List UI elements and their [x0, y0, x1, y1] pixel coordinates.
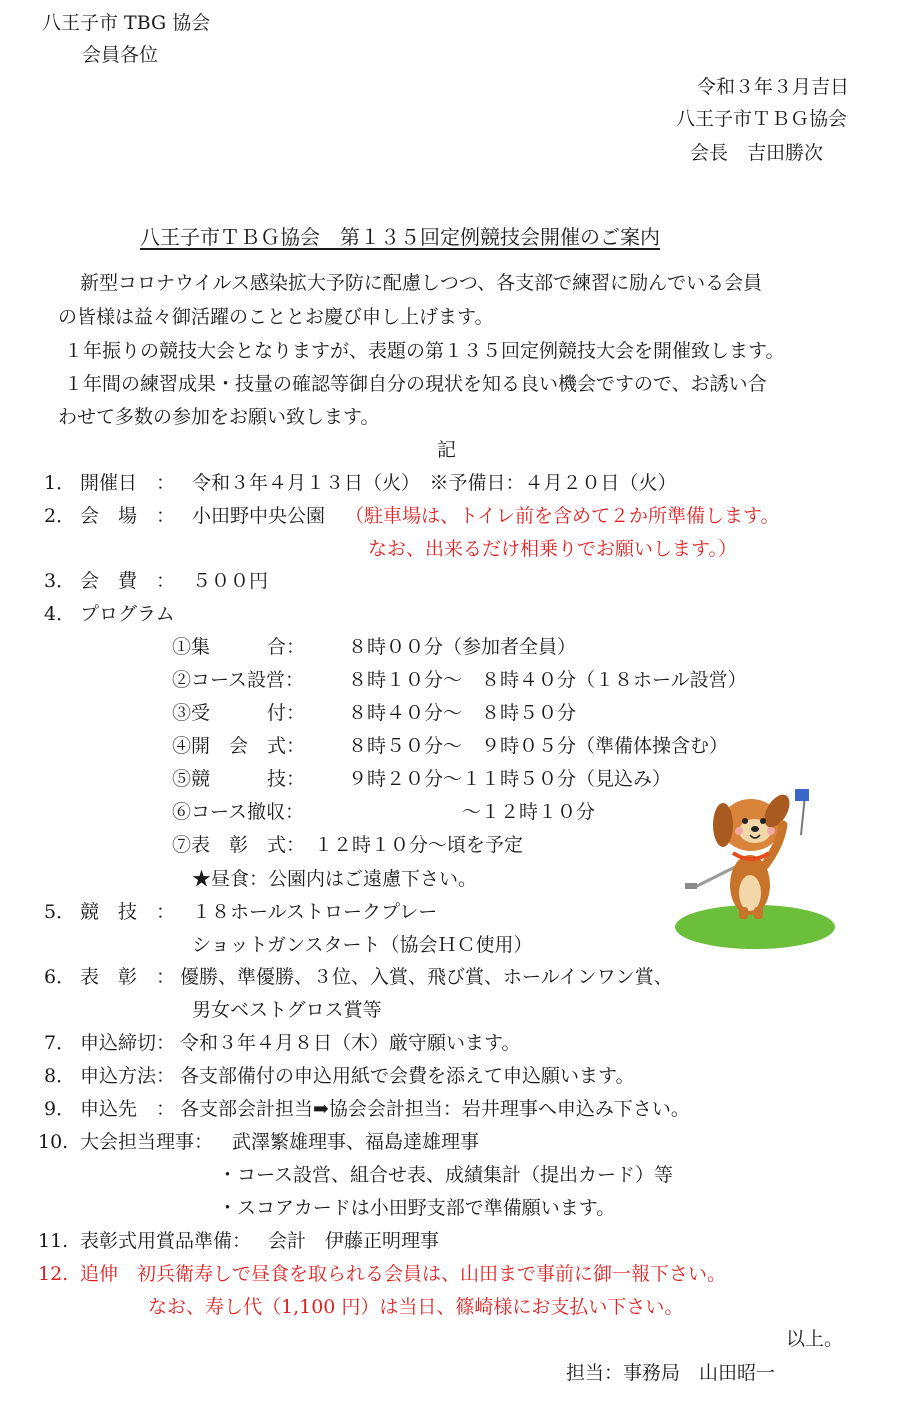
- dog-golfer-illustration: [655, 775, 835, 950]
- program-item-time: ～１２時１０分: [348, 801, 596, 823]
- program-item-time: ８時００分（参加者全員）: [348, 636, 577, 658]
- comp-value: ショットガンスタート（協会ＨＣ使用）: [192, 934, 533, 956]
- postscript-line: なお、寿し代（1,100 円）は当日、篠崎様にお支払い下さい。: [148, 1296, 684, 1318]
- lunch-note: ★昼食：公園内はご遠慮下さい。: [192, 868, 478, 890]
- award-value: 優勝、準優勝、３位、入賞、飛び賞、ホールインワン賞、: [180, 966, 673, 988]
- item-number: 7．: [44, 1032, 76, 1054]
- intro-line: わせて多数の参加をお願い致します。: [58, 406, 380, 428]
- document-title: 八王子市ＴＢＧ協会 第１３５回定例競技会開催のご案内: [140, 225, 660, 249]
- director-sub: ・コース設営、組合せ表、成績集計（提出カード）等: [218, 1164, 674, 1186]
- intro-line: の皆様は益々御活躍のこととお慶び申し上げます。: [58, 306, 494, 328]
- director-value: 武澤繁雄理事、福島達雄理事: [232, 1131, 480, 1153]
- program-item-label: ⑦表 彰 式：: [172, 834, 306, 856]
- prize-value: 会計 伊藤正明理事: [268, 1230, 440, 1252]
- fee-value: ５００円: [192, 570, 269, 592]
- director-label: 大会担当理事：: [80, 1131, 214, 1153]
- item-number: 11.: [38, 1230, 69, 1252]
- deadline-label: 申込締切：: [80, 1032, 176, 1054]
- comp-label: 競 技 ：: [80, 901, 176, 923]
- program-item-time: １２時１０分～頃を予定: [314, 834, 524, 856]
- ki-heading: 記: [437, 439, 457, 461]
- from-org: 八王子市ＴＢＧ協会: [676, 108, 848, 130]
- program-item-label: ③受 付：: [172, 702, 306, 724]
- intro-line: 新型コロナウイルス感染拡大予防に配慮しつつ、各支部で練習に励んでいる会員: [80, 272, 763, 294]
- dest-value: 各支部会計担当➡協会会計担当：岩井理事へ申込み下さい。: [180, 1098, 690, 1120]
- method-label: 申込方法：: [80, 1065, 176, 1087]
- method-value: 各支部備付の申込用紙で会費を添えて申込願います。: [180, 1065, 635, 1087]
- fee-label: 会 費 ：: [80, 570, 176, 592]
- postscript-line: 追伸 初兵衛寿しで昼食を取られる会員は、山田まで事前に御一報下さい。: [80, 1263, 727, 1285]
- director-sub: ・スコアカードは小田野支部で準備願います。: [218, 1197, 616, 1219]
- item-number: 5．: [44, 901, 76, 923]
- date-value: 令和３年４月１３日（火） ※予備日：４月２０日（火）: [192, 472, 677, 494]
- to-org: 八王子市 TBG 協会: [42, 12, 211, 34]
- item-number: 2．: [44, 505, 76, 527]
- program-item-label: ④開 会 式：: [172, 735, 306, 757]
- item-number: 10.: [38, 1131, 69, 1153]
- award-label: 表 彰 ：: [80, 966, 176, 988]
- program-item-label: ⑥コース撤収：: [172, 801, 305, 823]
- venue-label: 会 場 ：: [80, 505, 176, 527]
- item-number: 3．: [44, 570, 76, 592]
- item-number: 9．: [44, 1098, 76, 1120]
- from-person: 会長 吉田勝次: [690, 142, 824, 164]
- intro-line: １年間の練習成果・技量の確認等御自分の現状を知る良い機会ですので、お誘い合: [64, 373, 767, 395]
- program-item-time: ８時１０分～ ８時４０分（１８ホール設営）: [348, 669, 747, 691]
- venue-value: 小田野中央公園: [192, 505, 326, 527]
- program-label: プログラム: [80, 603, 175, 625]
- item-number: 6．: [44, 966, 76, 988]
- item-number: 8．: [44, 1065, 76, 1087]
- award-value: 男女ベストグロス賞等: [192, 999, 382, 1021]
- program-item-label: ⑤競 技：: [172, 768, 306, 790]
- comp-value: １８ホールストロークプレー: [192, 901, 438, 923]
- intro-line: １年振りの競技大会となりますが、表題の第１３５回定例競技大会を開催致します。: [64, 340, 785, 362]
- prize-label: 表彰式用賞品準備：: [80, 1230, 252, 1252]
- venue-note: なお、出来るだけ相乗りでお願いします。）: [368, 538, 737, 560]
- program-item-label: ①集 合：: [172, 636, 306, 658]
- item-number: 1．: [44, 472, 76, 494]
- program-item-time: ８時４０分～ ８時５０分: [348, 702, 577, 724]
- venue-note: （駐車場は、トイレ前を含めて２か所準備します。: [345, 505, 780, 527]
- to-members: 会員各位: [82, 44, 159, 66]
- issue-date: 令和３年３月吉日: [697, 76, 850, 98]
- closing: 以上。: [786, 1328, 844, 1350]
- dest-label: 申込先 ：: [80, 1098, 176, 1120]
- item-number: 12.: [38, 1263, 69, 1285]
- date-label: 開催日 ：: [80, 472, 176, 494]
- deadline-value: 令和３年４月８日（木）厳守願います。: [180, 1032, 521, 1054]
- flag-icon: [795, 789, 809, 835]
- program-item-time: ８時５０分～ ９時０５分（準備体操含む）: [348, 735, 729, 757]
- program-item-label: ②コース設営：: [172, 669, 305, 691]
- program-item-time: ９時２０分～１１時５０分（見込み）: [348, 768, 672, 790]
- contact: 担当：事務局 山田昭一: [566, 1362, 776, 1384]
- item-number: 4．: [44, 603, 76, 625]
